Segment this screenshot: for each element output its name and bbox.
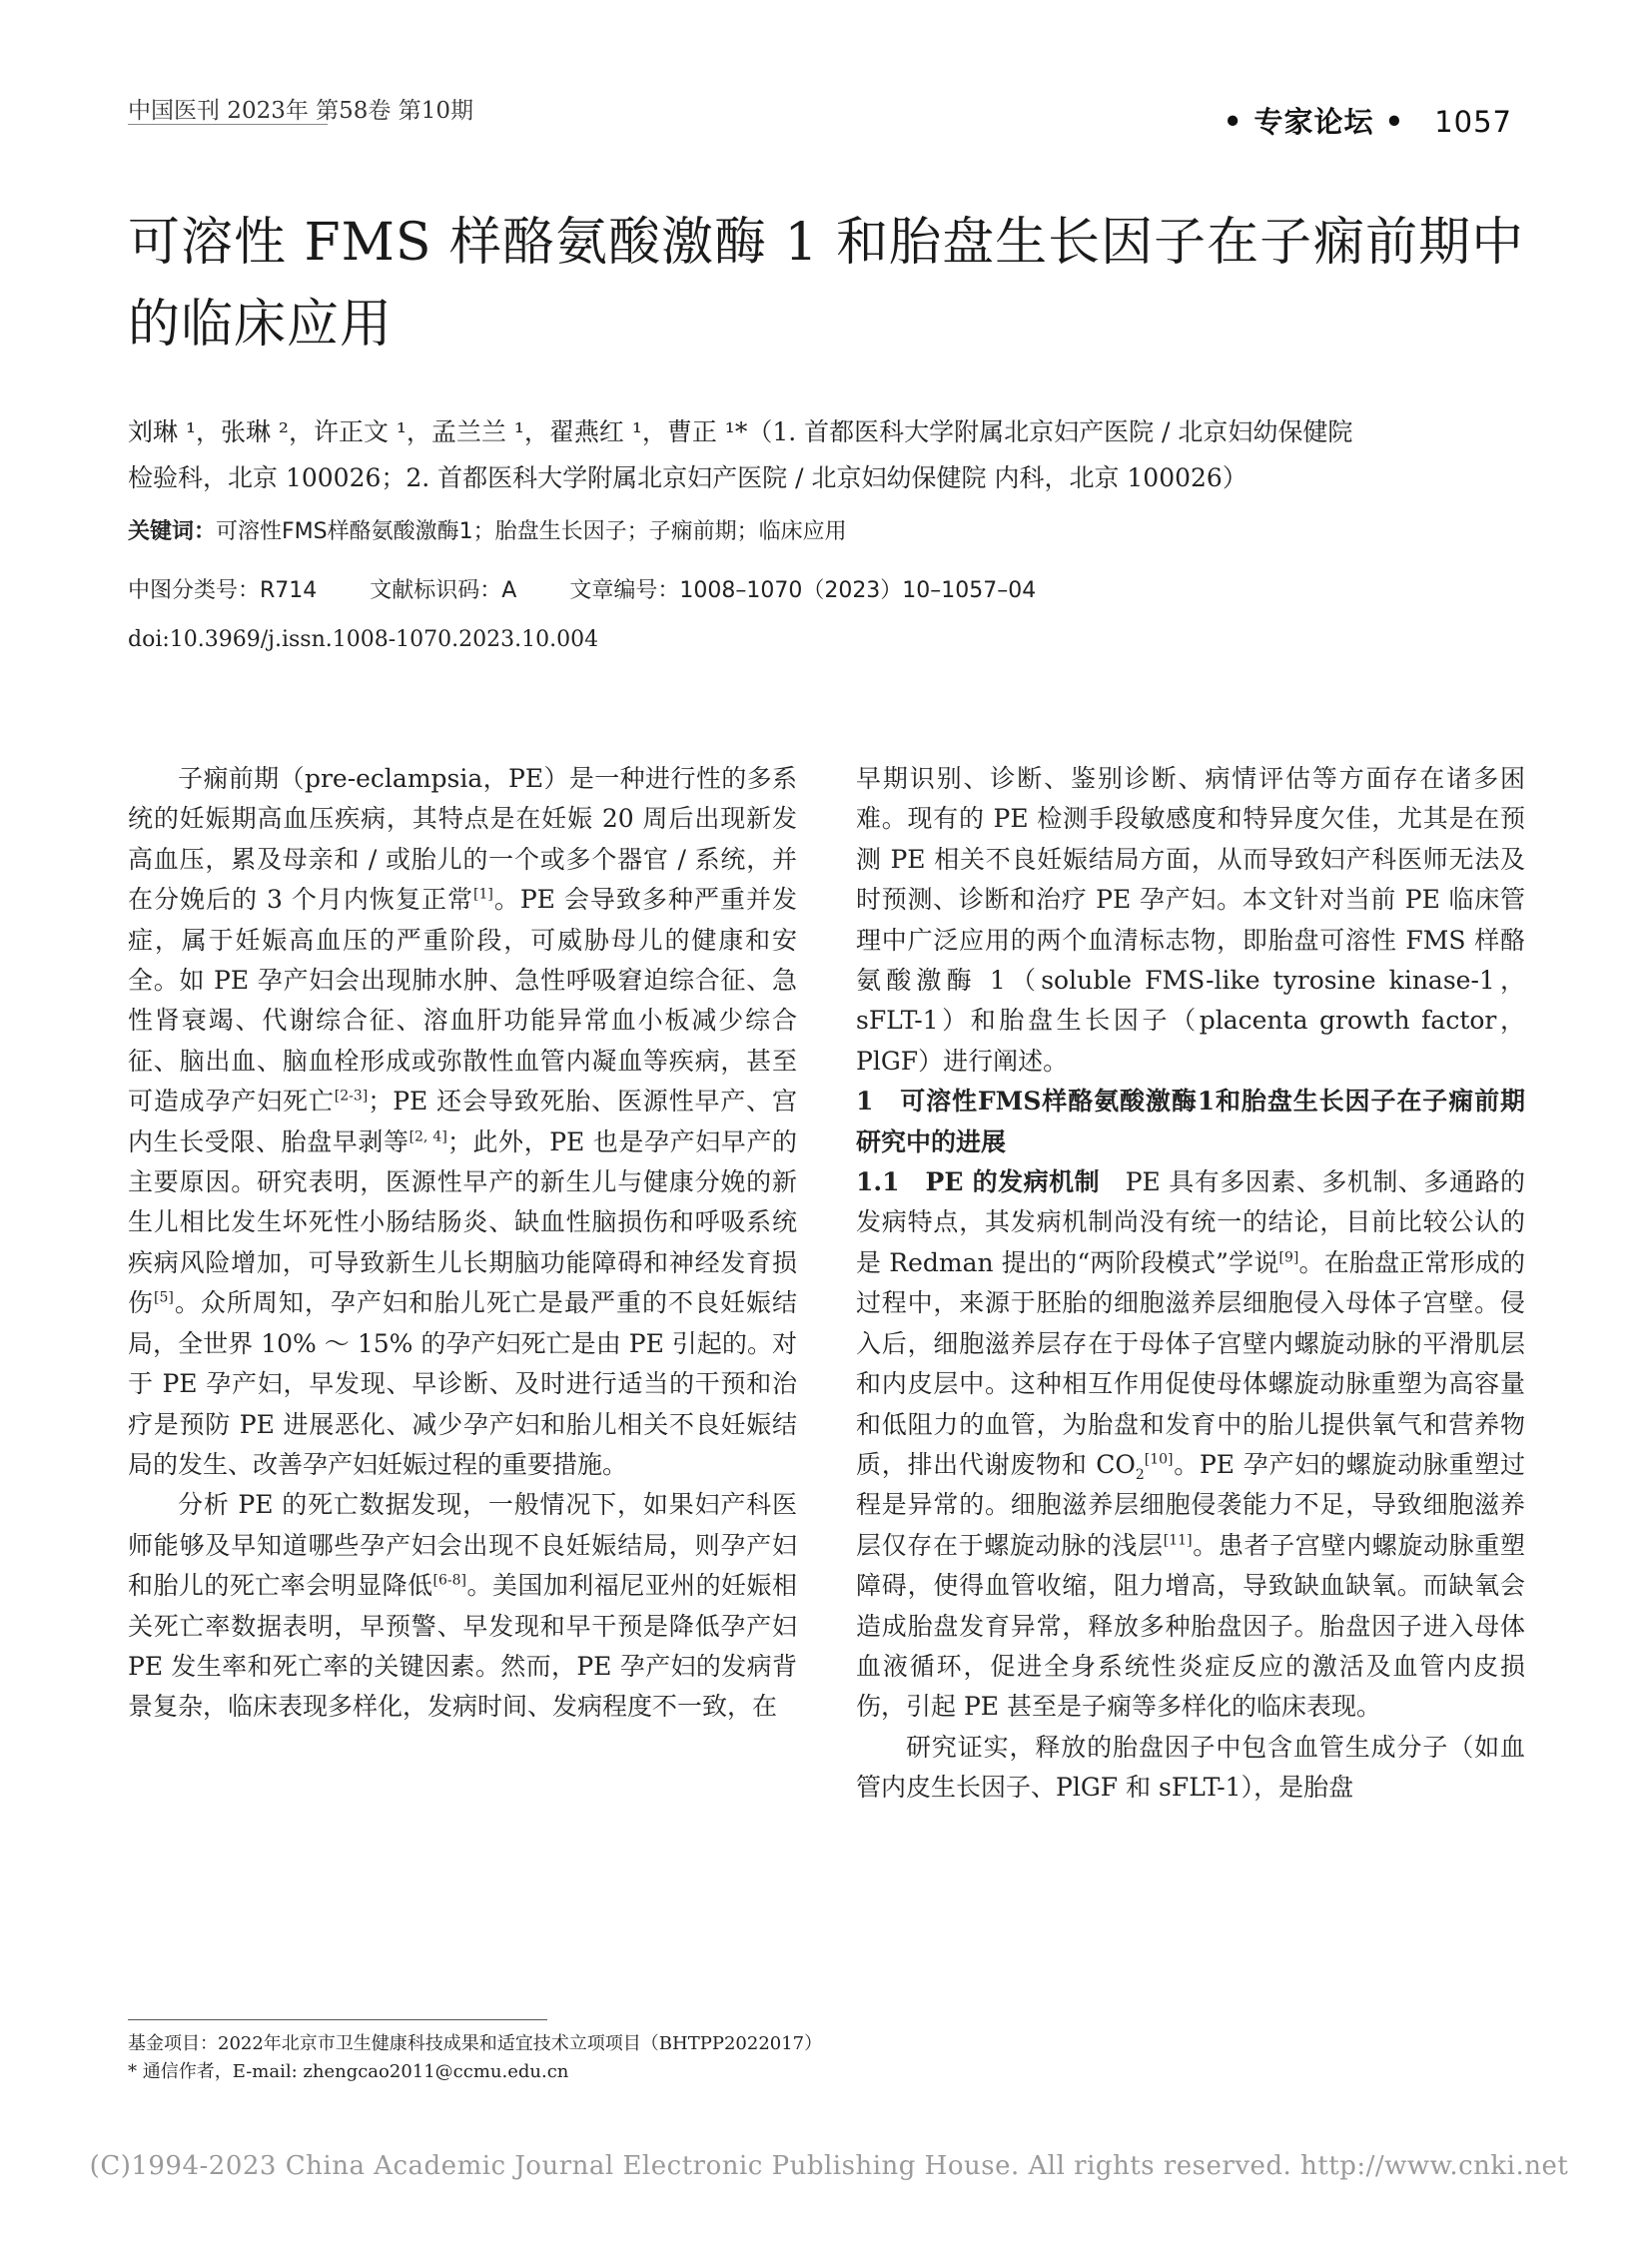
keywords-label: 关键词： (128, 519, 217, 544)
paragraph (128, 759, 797, 1485)
paragraph: 研究证实，释放的胎盘因子中包含血管生成分子（如血管内皮生长因子、PlGF 和 sFLT-1），是胎盘 (856, 1732, 1525, 1803)
citation: [9] (1278, 1249, 1299, 1266)
section-label: • 专家论坛 • (1223, 105, 1405, 139)
keywords-text: 可溶性FMS样酪氨酸激酶1；胎盘生长因子；子痫前期；临床应用 (216, 519, 847, 544)
paragraph: 早期识别、诊断、鉴别诊断、病情评估等方面存在诸多困难。现有的 PE 检测手段敏感度和特异度欠佳，尤其是在预测 PE 相关不良妊娠结局方面，从而导致妇产科医师无法及时预测、诊断和治疗 PE 孕产妇。本文针对当前 PE 临床管理中广泛应用的两个血清标志物，即胎盘可溶性 FMS 样酪氨酸激酶 1（soluble FMS-like tyrosine kinase-1，sFLT-1）和胎盘生长因子（placenta growth factor，PlGF）进行阐述。 (856, 764, 1525, 1076)
doi: doi:10.3969/j.issn.1008-1070.2023.10.004 (128, 627, 599, 652)
body-column-right (856, 759, 1525, 1809)
funding-footnote: 基金项目：2022年北京市卫生健康科技成果和适宜技术立项项目（BHTPP2022017） (128, 2033, 823, 2054)
text: 。众所周知，孕产妇和胎儿死亡是最严重的不良妊娠结局，全世界 10% ～ 15% 的孕产妇死亡是由 PE 引起的。对于 PE 孕产妇，早发现、早诊断、及时进行适当的干预和治疗是预防 PE 进展恶化、减少孕产妇和胎儿相关不良妊娠结局的发生、改善孕产妇妊娠过程的重要措施。 (128, 1288, 797, 1479)
journal-running-head: 中国医刊 2023年 第58卷 第10期 (128, 98, 473, 124)
text: 。PE 孕产妇的螺旋动脉重塑过程是异常的。细胞滋养层细胞侵袭能力不足，导致细胞滋养层仅存在于螺旋动脉的浅层 (856, 1449, 1525, 1560)
text: 。PE 会导致多种严重并发症，属于妊娠高血压的严重阶段，可威胁母儿的健康和安全。如 PE 孕产妇会出现肺水肿、急性呼吸窘迫综合征、急性肾衰竭、代谢综合征、溶血肝功能异常血小板减少综合征、脑出血、脑血栓形成或弥散性血管内凝血等疾病，甚至可造成孕产妇死亡 (128, 885, 797, 1117)
clc-number: 中图分类号：R714 (128, 578, 318, 603)
article-number: 文章编号：1008–1070（2023）10–1057–04 (569, 578, 1037, 603)
authors-line-2: 检验科，北京 100026；2. 首都医科大学附属北京妇产医院 / 北京妇幼保健院 内科，北京 100026） (128, 463, 1247, 492)
citation: [11] (1163, 1532, 1193, 1549)
citation: [2, 4] (409, 1128, 447, 1145)
section-heading-1: 1 可溶性FMS样酪氨酸激酶1和胎盘生长因子在子痫前期研究中的进展 (856, 1087, 1525, 1156)
footnote-rule (128, 2019, 547, 2020)
subscript: 2 (1135, 1466, 1145, 1483)
author-affiliations (128, 409, 1546, 501)
text: 子痫前期（pre-eclampsia，PE）是一种进行性的多系统的妊娠期高血压疾病，其特点是在妊娠 20 周后出现新发高血压，累及母亲和 / 或胎儿的一个或多个器官 / 系统，并在分娩后的 3 个月内恢复正常 (128, 764, 797, 915)
article-title: 可溶性 FMS 样酪氨酸激酶 1 和胎盘生长因子在子痫前期中的临床应用 (128, 213, 1525, 355)
document-code: 文献标识码：A (370, 578, 517, 603)
section-header (1224, 100, 1512, 141)
section-heading-1-1: 1.1 PE 的发病机制 (856, 1167, 1101, 1197)
copyright-notice: (C)1994-2023 China Academic Journal Electronic Publishing House. All rights reserved. http://www.cnki.net (89, 2151, 1569, 2181)
classification-line (128, 573, 1082, 604)
citation: [2-3] (334, 1088, 369, 1105)
corresponding-author-footnote: * 通信作者，E-mail: zhengcao2011@ccmu.edu.cn (128, 2061, 569, 2082)
keywords (128, 514, 847, 545)
text: 。美国加利福尼亚州的妊娠相关死亡率数据表明，早预警、早发现和早干预是降低孕产妇 PE 发生率和死亡率的关键因素。然而，PE 孕产妇的发病背景复杂，临床表现多样化，发病时间、发病程度不一致，在 (128, 1571, 797, 1722)
citation: [5] (154, 1289, 174, 1306)
header-rule (128, 124, 328, 125)
text: ；PE 还会导致死胎、医源性早产、宫内生长受限、胎盘早剥等 (128, 1087, 797, 1156)
authors-line-1: 刘琳 ¹，张琳 ²，许正文 ¹，孟兰兰 ¹，翟燕红 ¹，曹正 ¹*（1. 首都医科大学附属北京妇产医院 / 北京妇幼保健院 (128, 417, 1353, 446)
citation: [10] (1144, 1451, 1174, 1468)
body-column-left (128, 759, 797, 1728)
citation: [6-8] (432, 1572, 466, 1589)
text: 。患者子宫壁内螺旋动脉重塑障碍，使得血管收缩，阻力增高，导致缺血缺氧。而缺氧会造成胎盘发育异常，释放多种胎盘因子。胎盘因子进入母体血液循环，促进全身系统性炎症反应的激活及血管内皮损伤，引起 PE 甚至是子痫等多样化的临床表现。 (856, 1530, 1525, 1722)
paragraph (856, 1162, 1525, 1728)
text: 分析 PE 的死亡数据发现，一般情况下，如果妇产科医师能够及早知道哪些孕产妇会出现不良妊娠结局，则孕产妇和胎儿的死亡率会明显降低 (128, 1490, 797, 1601)
paragraph (128, 1485, 797, 1727)
page-number: 1057 (1434, 105, 1512, 139)
citation: [1] (472, 886, 493, 903)
text: PE 具有多因素、多机制、多通路的发病特点，其发病机制尚没有统一的结论，目前比较公认的是 Redman 提出的“两阶段模式”学说 (856, 1167, 1525, 1277)
text: 。在胎盘正常形成的过程中，来源于胚胎的细胞滋养层细胞侵入母体子宫壁。侵入后，细胞滋养层存在于母体子宫壁内螺旋动脉的平滑肌层和内皮层中。这种相互作用促使母体螺旋动脉重塑为高容量和低阻力的血管，为胎盘和发育中的胎儿提供氧气和营养物质，排出代谢废物和 CO (856, 1247, 1525, 1479)
text: ；此外，PE 也是孕产妇早产的主要原因。研究表明，医源性早产的新生儿与健康分娩的新生儿相比发生坏死性小肠结肠炎、缺血性脑损伤和呼吸系统疾病风险增加，可导致新生儿长期脑功能障碍和神经发育损伤 (128, 1126, 797, 1318)
